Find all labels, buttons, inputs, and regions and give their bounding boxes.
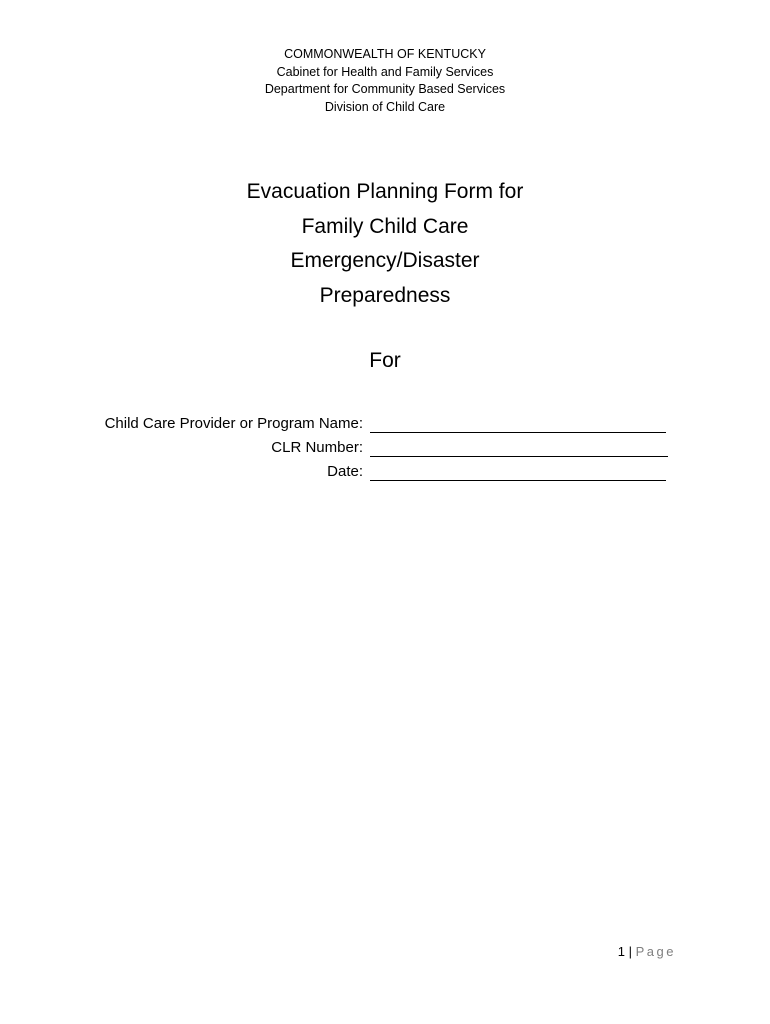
page-word: Page (635, 944, 676, 959)
provider-name-row (0, 414, 770, 436)
clr-number-field[interactable] (370, 456, 668, 457)
agency-header (0, 46, 770, 116)
page-separator: | (628, 944, 632, 959)
header-division: Division of Child Care (324, 99, 446, 114)
title-line-4: Preparedness (319, 283, 451, 307)
title-line-2: Family Child Care (301, 214, 469, 238)
title-line-1: Evacuation Planning Form for (246, 180, 524, 203)
provider-name-field[interactable] (370, 432, 666, 433)
provider-name-label: Child Care Provider or Program Name: (104, 415, 363, 432)
page-number: 1 (617, 944, 625, 959)
clr-number-row (0, 438, 770, 460)
header-cabinet: Cabinet for Health and Family Services (276, 64, 494, 79)
clr-number-label: CLR Number: (271, 439, 363, 456)
header-commonwealth: COMMONWEALTH OF KENTUCKY (284, 47, 486, 61)
date-label: Date: (327, 463, 363, 480)
title-line-3: Emergency/Disaster (290, 249, 480, 272)
for-label: For (369, 349, 401, 372)
date-row (0, 462, 770, 484)
header-department: Department for Community Based Services (264, 82, 506, 96)
date-field[interactable] (370, 480, 666, 481)
document-title (0, 175, 770, 313)
page-footer (618, 943, 676, 961)
